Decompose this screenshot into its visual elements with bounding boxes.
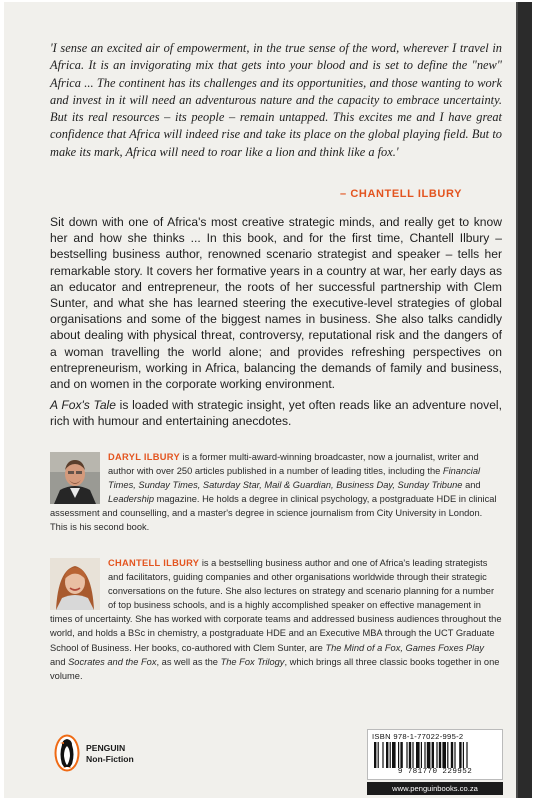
barcode-icon xyxy=(374,742,496,768)
author-name: DARYL ILBURY xyxy=(108,452,180,462)
pull-quote xyxy=(50,40,502,161)
description-paragraph xyxy=(50,397,502,429)
bio-text: and xyxy=(50,656,69,667)
bio-book-title: The Fox Trilogy xyxy=(220,656,285,667)
author-bio-chantell xyxy=(50,556,502,683)
bio-publications: Financial Times, Sunday Times, Saturday Star, Mail & Guardian, Business Day, Sunday Tribune xyxy=(108,466,481,491)
publisher-imprint: Non-Fiction xyxy=(86,754,134,764)
book-description xyxy=(50,214,502,435)
author-photo-daryl xyxy=(50,452,100,504)
bio-text: is a bestselling business author and one of Africa's leading strategists and facilitators, guiding companies and other organisations worldwide through their strategic conversations on the future. She also lectures on strategy and scenario planning for a number of top business schools, and is a highly accomplished speaker on effective management in times of uncertainty. She has worked with corporate teams and addressed business audiences throughout the world, and holds a BSc in chemistry, a postgraduate HDE and an Executive MBA through the UCT Graduate School of Business. Her books, co-authored with Clem Sunter, are xyxy=(50,558,502,653)
spine-edge xyxy=(518,2,532,798)
description-text: is loaded with strategic insight, yet often reads like an adventure novel, rich with humour and entertaining anecdotes. xyxy=(50,398,502,429)
book-title: A Fox's Tale xyxy=(50,398,116,413)
bio-text: and xyxy=(462,480,481,491)
quote-attribution: – CHANTELL ILBURY xyxy=(340,188,463,200)
quote-text: 'I sense an excited air of empowerment, in the true sense of the word, wherever I travel in Africa. It is an invigorating mix that gets into your blood and is set to define the "new" Africa ... The continent has its challenges and its opportunities, and those wanting to work and invest in it will need an adventurous nature and the capacity to embrace uncertainty. But its real resources – its people – remain untapped. This excites me and I have great confidence that Africa will indeed rise and take its place on the global playing field. But to make its mark, Africa will need to roar like a lion and think like a fox.' xyxy=(50,41,502,159)
bio-text: is a former multi-award-winning broadcaster, now a journalist, writer and author with over 250 articles published in a number of leading titles, including the xyxy=(108,452,479,477)
isbn-label: ISBN 978-1-77022-995-2 xyxy=(372,732,464,741)
publisher-website: www.penguinbooks.co.za xyxy=(367,782,503,795)
author-name: CHANTELL ILBURY xyxy=(108,558,200,568)
bio-text: , as well as the xyxy=(156,656,221,667)
bio-book-title: Socrates and the Fox xyxy=(68,656,157,667)
author-bio-daryl xyxy=(50,450,502,535)
publisher-name: PENGUIN xyxy=(86,743,126,753)
publisher-wordmark xyxy=(86,743,134,765)
description-paragraph: Sit down with one of Africa's most creative strategic minds, and really get to know her and how she thinks ... In this book, and for the first time, Chantell Ilbury – bestselling business author, renowned scenario strategist and speaker – tells her remarkable story. It covers her formative years in a country at war, her early days as an educator and entrepreneur, the roots of her successful partnership with Clem Sunter, and what she has learned steering the executive-level strategies of global organisations and some of the biggest names in business. She also talks candidly about dealing with physical threat, controversy, reputational risk and the dangers of a woman travelling the world alone; and provides refreshing perspectives on entrepreneurism, working in Africa, balancing the demands of family and business, and on women in the corporate working environment. xyxy=(50,215,502,392)
barcode-panel xyxy=(367,729,503,780)
penguin-logo xyxy=(54,734,80,772)
back-cover xyxy=(4,2,518,798)
bio-text: , which brings all three classic books together in one volume. xyxy=(50,656,500,681)
author-photo-chantell xyxy=(50,558,100,610)
bio-publication: Leadership xyxy=(108,494,155,505)
bio-text: magazine. He holds a degree in clinical psychology, a postgraduate HDE in clinical assessment and counselling, and a master's degree in science journalism from City University in London. This is his second book. xyxy=(50,494,497,533)
barcode-digits: 9 781770 229952 xyxy=(397,768,473,776)
bio-book-titles: The Mind of a Fox, Games Foxes Play xyxy=(325,642,485,653)
